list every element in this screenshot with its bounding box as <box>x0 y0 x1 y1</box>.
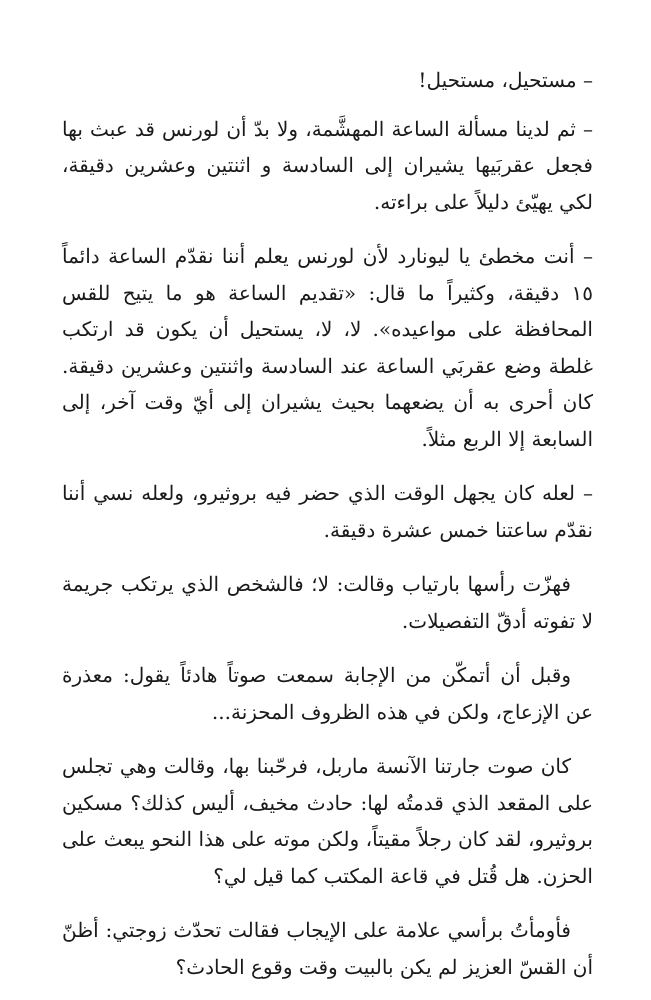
paragraph: – لعله كان يجهل الوقت الذي حضر فيه بروثيرو، ولعله نسي أننا نقدّم ساعتنا خمس عشرة دقيقة. <box>62 481 593 542</box>
paragraph: فأومأتُ برأسي علامة على الإيجاب فقالت تحدّث زوجتي: أظنّ أن القسّ العزيز لم يكن بالبيت وقت وقوع الحادث؟ <box>62 918 593 979</box>
paragraph: – مستحيل، مستحيل! <box>418 68 593 92</box>
paragraph: وقبل أن أتمكّن من الإجابة سمعت صوتاً هادئاً يقول: معذرة عن الإزعاج، ولكن في هذه الظروف المحزنة... <box>62 663 593 724</box>
paragraph: – ثم لدينا مسألة الساعة المهشَّمة، ولا بدّ أن لورنس قد عبث بها فجعل عقربَيها يشيران إلى السادسة و اثنتين وعشرين دقيقة، لكي يهيّئ دليلاً على براءته. <box>62 116 593 214</box>
paragraph: كان صوت جارتنا الآنسة ماربل، فرحّبنا بها، وقالت وهي تجلس على المقعد الذي قدمتُه لها: حادث مخيف، أليس كذلك؟ مسكين بروثيرو، لقد كان رجلاً مقيتاً، ولكن موته على هذا النحو يبعث على الحزن. هل قُتل في قاعة المكتب كما قيل لي؟ <box>62 754 593 888</box>
paragraph: – أنت مخطئ يا ليونارد لأن لورنس يعلم أننا نقدّم الساعة دائماً ١٥ دقيقة، وكثيراً ما قال: «تقديم الساعة هو ما يتيح للقس المحافظة على مواعيده». لا، لا، يستحيل أن يكون قد ارتكب غلطة وضع عقربَي الساعة عند السادسة واثنتين وعشرين دقيقة. كان أحرى به أن يضعهما بحيث يشيران إلى أيّ وقت آخر، إلى السابعة إلا الربع مثلاً. <box>62 244 593 451</box>
paragraph: فهزّت رأسها بارتياب وقالت: لا؛ فالشخص الذي يرتكب جريمة لا تفوته أدقّ التفصيلات. <box>62 572 593 633</box>
